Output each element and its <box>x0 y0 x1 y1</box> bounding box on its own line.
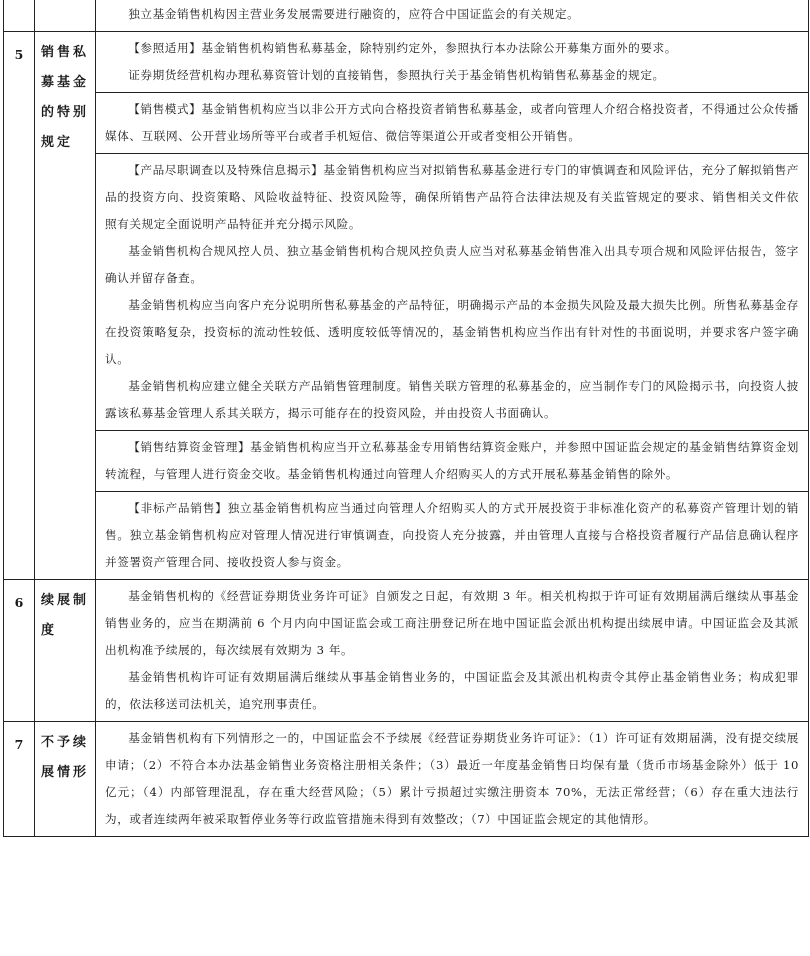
paragraph: 基金销售机构应建立健全关联方产品销售管理制度。销售关联方管理的私募基金的，应当制作专门的风险揭示书，向投资人披露该私募基金管理人系其关联方，揭示可能存在的投资风险，并由投资人书面确认。 <box>105 379 799 420</box>
paragraph: 【参照适用】基金销售机构销售私募基金，除特别约定外，参照执行本办法除公开募集方面外的要求。 <box>128 41 677 55</box>
paragraph: 【销售结算资金管理】基金销售机构应当开立私募基金专用销售结算资金账户，并参照中国证监会规定的基金销售结算资金划转流程，与管理人进行资金交收。基金销售机构通过向管理人介绍购买人的方式开展私募基金销售的除外。 <box>105 440 799 481</box>
row-title: 不予续展情形 <box>35 722 96 837</box>
paragraph: 独立基金销售机构因主营业务发展需要进行融资的，应符合中国证监会的有关规定。 <box>128 7 580 21</box>
paragraph: 基金销售机构应当向客户充分说明所售私募基金的产品特征，明确揭示产品的本金损失风险及最大损失比例。所售私募基金存在投资策略复杂，投资标的流动性较低、透明度较低等情况的，基金销售机构应当作出有针对性的书面说明，并要求客户签字确认。 <box>105 298 799 366</box>
table-subrow <box>4 154 809 431</box>
content-cell-renewal <box>96 580 809 722</box>
content-cell-nonstandard <box>96 492 809 580</box>
paragraph: 基金销售机构有下列情形之一的，中国证监会不予续展《经营证券期货业务许可证》：（1）许可证有效期届满，没有提交续展申请；（2）不符合本办法基金销售业务资格注册相关条件；（3）最近一年度基金销售日均保有量（货币市场基金除外）低于 10 亿元；（4）内部管理混乱，存在重大经营风险；（5）累计亏损超过实缴注册资本 70%，无法正常经营；（6）存在重大违法行为，或者连续两年被采取暂停业务等行政监管措施未得到有效整改；（7）中国证监会规定的其他情形。 <box>105 731 799 826</box>
row-number-cell <box>4 0 35 32</box>
table-subrow <box>4 492 809 580</box>
table-subrow <box>4 431 809 492</box>
table-row-5 <box>4 32 809 93</box>
row-title: 销售私募基金的特别规定 <box>35 32 96 580</box>
row-title-cell <box>35 0 96 32</box>
table-subrow <box>4 93 809 154</box>
content-cell-non-renewal <box>96 722 809 837</box>
table-row-previous <box>4 0 809 32</box>
paragraph: 基金销售机构许可证有效期届满后继续从事基金销售业务的，中国证监会及其派出机构责令其停止基金销售业务；构成犯罪的，依法移送司法机关，追究刑事责任。 <box>105 670 799 711</box>
table-row-7 <box>4 722 809 837</box>
paragraph: 证券期货经营机构办理私募资管计划的直接销售，参照执行关于基金销售机构销售私募基金的规定。 <box>128 68 665 82</box>
content-cell-due-diligence <box>96 154 809 431</box>
row-number: 7 <box>4 722 35 837</box>
paragraph: 基金销售机构的《经营证券期货业务许可证》自颁发之日起，有效期 3 年。相关机构拟于许可证有效期届满后继续从事基金销售业务的，应当在期满前 6 个月内向中国证监会或工商注册登记所在地中国证监会派出机构提出续展申请。中国证监会及其派出机构准予续展的，每次续展有效期为 3 年。 <box>105 589 799 657</box>
paragraph: 基金销售机构合规风控人员、独立基金销售机构合规风控负责人应当对私募基金销售准入出具专项合规和风险评估报告，签字确认并留存备查。 <box>105 244 799 285</box>
table-row-6 <box>4 580 809 722</box>
regulation-table <box>3 0 809 837</box>
content-cell <box>96 0 809 32</box>
content-cell-settlement <box>96 431 809 492</box>
row-number: 6 <box>4 580 35 722</box>
paragraph: 【非标产品销售】独立基金销售机构应当通过向管理人介绍购买人的方式开展投资于非标准化资产的私募资产管理计划的销售。独立基金销售机构应对管理人情况进行审慎调查，向投资人充分披露，并由管理人直接与合格投资者履行产品信息确认程序并签署资产管理合同、接收投资人参与资金。 <box>105 501 799 569</box>
paragraph: 【产品尽职调查以及特殊信息揭示】基金销售机构应当对拟销售私募基金进行专门的审慎调查和风险评估，充分了解拟销售产品的投资方向、投资策略、风险收益特征、投资风险等，确保所销售产品符合法律法规及有关监管规定的要求、销售相关文件依照有关规定全面说明产品特征并充分揭示风险。 <box>105 163 799 231</box>
row-number: 5 <box>4 32 35 580</box>
content-cell-sales-mode <box>96 93 809 154</box>
content-cell-applicability <box>96 32 809 93</box>
row-title: 续展制度 <box>35 580 96 722</box>
paragraph: 【销售模式】基金销售机构应当以非公开方式向合格投资者销售私募基金，或者向管理人介绍合格投资者，不得通过公众传播媒体、互联网、公开营业场所等平台或者手机短信、微信等渠道公开或者变相公开销售。 <box>105 102 799 143</box>
